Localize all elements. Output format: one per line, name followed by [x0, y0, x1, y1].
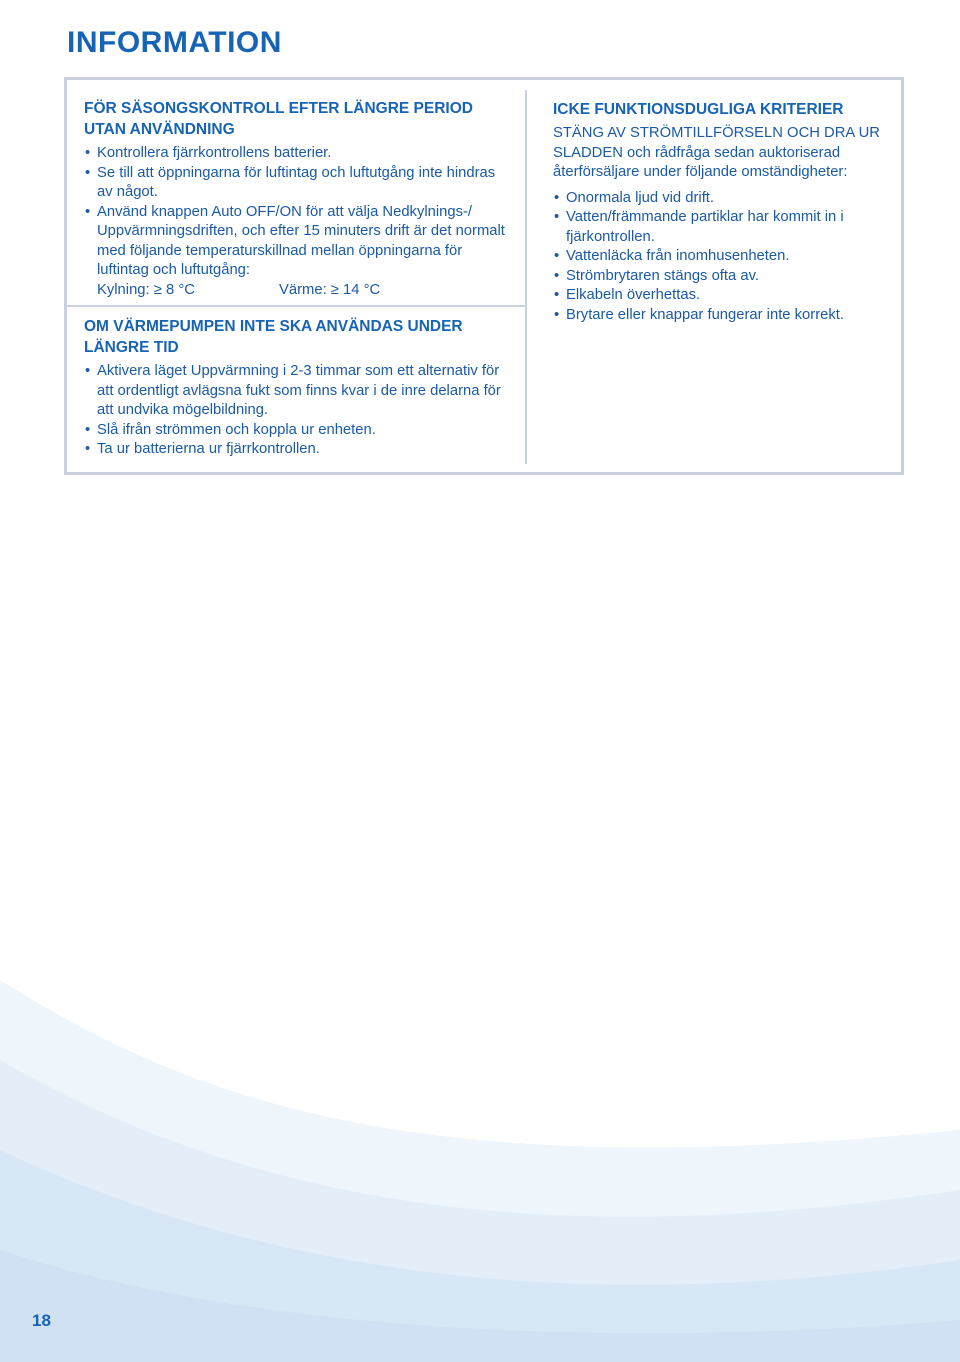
page-number: 18 [32, 1311, 51, 1330]
bullet-list [84, 362, 514, 460]
list-item: • Elkabeln överhettas. [553, 286, 888, 306]
heating-value: Värme: ≥ 14 °C [279, 281, 381, 298]
list-item: • Vatten/främmande partiklar har kommit in i fjärkontrollen. [553, 208, 888, 247]
list-item: • Strömbrytaren stängs ofta av. [553, 267, 888, 287]
list-item: • Vattenläcka från inomhusenheten. [553, 247, 888, 267]
list-item: • Aktivera läget Uppvärmning i 2-3 timmar som ett alternativ för att ordentligt avlägsna fukt som finns kvar i de inre delarna för att undvika mögelbildning. [84, 362, 514, 421]
cooling-value: Kylning: ≥ 8 °C [97, 281, 195, 298]
section-long-term-storage [84, 316, 514, 460]
list-item: • Använd knappen Auto OFF/ON för att välja Nedkylnings-/ Uppvärmningsdriften, och efter 15 minuters drift är det normalt med följande temperaturskillnad mellan öppningarna för luftintag och luftutgång: [84, 203, 514, 281]
row-divider [67, 305, 525, 307]
section-heading: ICKE FUNKTIONSDUGLIGA KRITERIER [553, 101, 844, 118]
list-item: • Brytare eller knappar fungerar inte korrekt. [553, 306, 888, 326]
section-heading: OM VÄRMEPUMPEN INTE SKA ANVÄNDAS UNDER LÄNGRE TID [84, 318, 463, 356]
section-heading: FÖR SÄSONGSKONTROLL EFTER LÄNGRE PERIOD UTAN ANVÄNDNING [84, 100, 473, 138]
info-box [64, 77, 904, 475]
list-item: • Onormala ljud vid drift. [553, 189, 888, 209]
list-item: • Kontrollera fjärrkontrollens batterier. [84, 144, 514, 164]
list-item: • Slå ifrån strömmen och koppla ur enheten. [84, 421, 514, 441]
section-seasonal-check [84, 98, 514, 300]
temperature-difference [84, 281, 514, 301]
list-item: • Ta ur batterierna ur fjärrkontrollen. [84, 440, 514, 460]
page-title: INFORMATION [67, 26, 282, 59]
section-malfunction-criteria [553, 99, 888, 325]
section-intro: STÄNG AV STRÖMTILLFÖRSELN OCH DRA UR SLADDEN och rådfråga sedan auktoriserad återförsäljare under följande omständigheter: [553, 125, 880, 180]
bullet-list [553, 189, 888, 326]
list-item: • Se till att öppningarna för luftintag och luftutgång inte hindras av något. [84, 164, 514, 203]
column-divider [525, 90, 527, 464]
bullet-list [84, 144, 514, 281]
